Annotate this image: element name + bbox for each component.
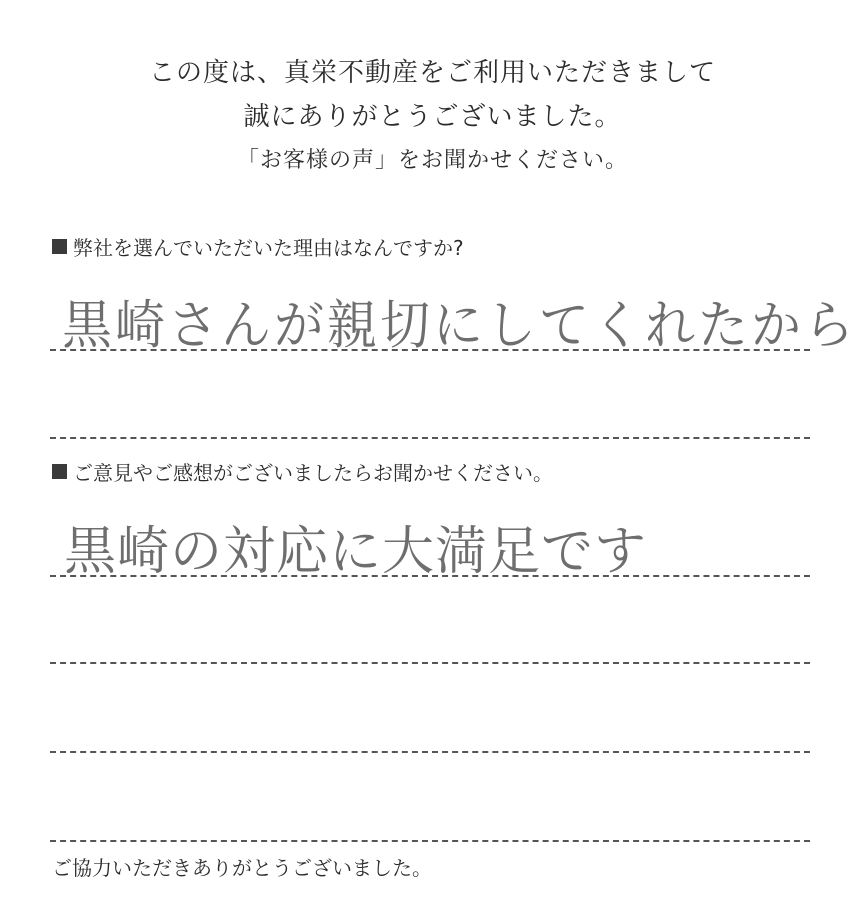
answer-1-handwritten: 黒崎さんが親切にしてくれたから [62,294,857,356]
answer-line [50,662,810,664]
answer-line [50,349,810,351]
square-bullet-icon [52,239,67,254]
greeting-line-3: 「お客様の声」をお聞かせください。 [236,148,628,173]
answer-line [50,751,810,753]
question-1 [52,232,464,261]
answer-line [50,575,810,577]
greeting-line-2: 誠にありがとうございました。 [243,102,622,132]
greeting-line-1: この度は、真栄不動産をご利用いただきまして [148,58,716,88]
square-bullet-icon [52,464,67,479]
question-2 [52,457,553,486]
footer-thanks: ご協力いただきありがとうございました。 [52,856,432,880]
answer-line [50,840,810,842]
question-2-label: ご意見やご感想がございましたらお聞かせください。 [73,461,553,485]
answer-line [50,437,810,439]
question-1-label: 弊社を選んでいただいた理由はなんですか? [73,236,464,260]
answer-2-handwritten: 黒崎の対応に大満足です [64,522,648,582]
